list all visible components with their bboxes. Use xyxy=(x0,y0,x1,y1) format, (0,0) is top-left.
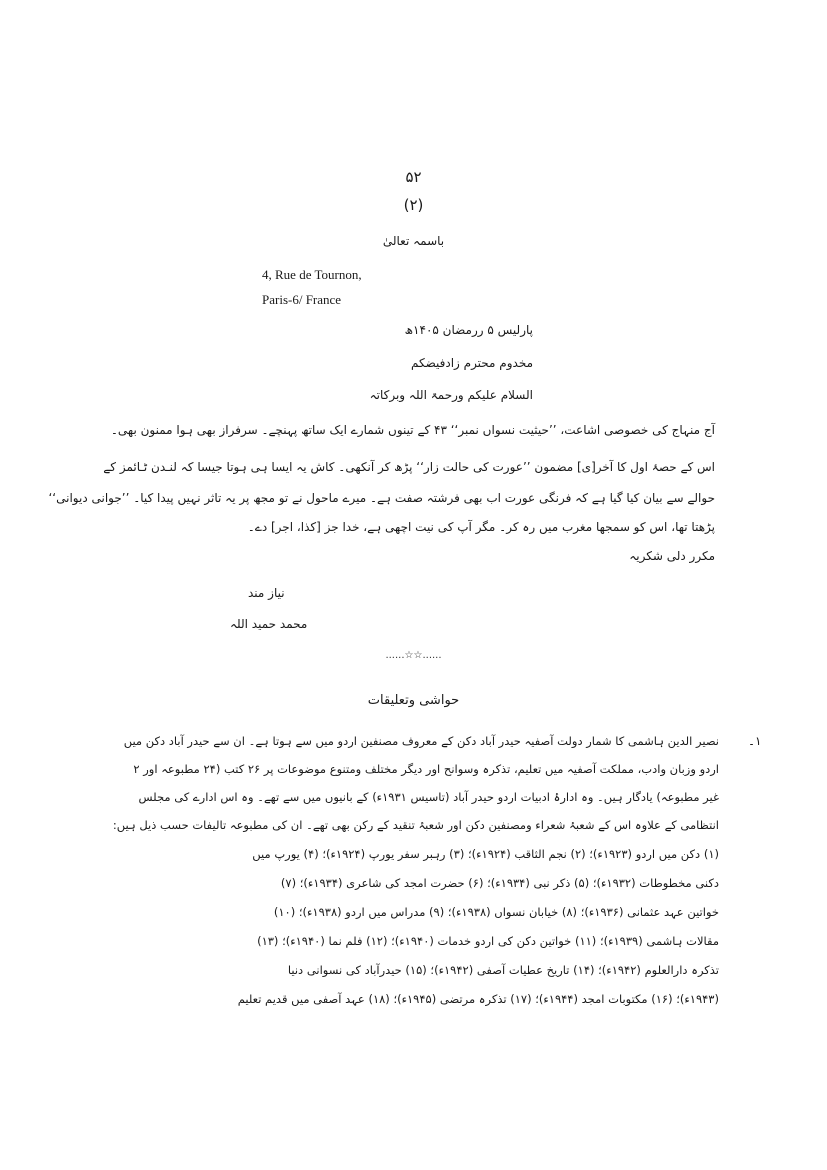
letter-body-line: پڑھتا تھا، اس کو سمجھا مغرب میں رہ کر۔ مگر آپ کی نیت اچھی ہے، خدا جز [کذا، اجر] دے۔ xyxy=(247,520,715,534)
letter-body-line: اس کے حصۂ اول کا آخر[ی] مضمون ’’عورت کی حالت زار‘‘ پڑھ کر آنکھی۔ کاش یہ ایسا ہی ہوتا جیسا کہ لنـدن ٹـائمز کے xyxy=(103,460,715,474)
letter-body-line: مکرر دلی شکریہ xyxy=(629,549,715,563)
letter-body-line: آج منہاج کی خصوصی اشاعت، ’’حیثیت نسواں نمبر‘‘ ۴۳ کے تینوں شمارے ایک ساتھ پہنچے۔ سرفراز بھی ہوا ممنون بھی۔ xyxy=(110,423,715,437)
letter-salutation: مخدوم محترم زادفیضکم xyxy=(410,356,533,370)
notes-heading: حواشی وتعلیقات xyxy=(367,693,460,708)
note-line: انتظامی کے علاوہ اس کے شعبۂ شعراء ومصنفین دکن اور شعبۂ تنقید کے رکن بھی تھے۔ ان کی مطبوعہ تالیفات حسب ذیل ہیں: xyxy=(112,818,719,832)
note-line: (۱) دکن میں اردو (۱۹۲۳ء)؛ (۲) نجم الثاقب (۱۹۲۴ء)؛ (۳) رہبر سفر یورپ (۱۹۲۴ء)؛ (۴) یورپ میں xyxy=(252,847,719,861)
letter-body-line: حوالے سے بیان کیا گیا ہے کہ فرنگی عورت اب بھی فرشتہ صفت ہے۔ میرے ماحول نے تو مجھ پر یہ تاثر نہیں پیدا کیا۔ ’’جوانی دیوانی‘‘ xyxy=(48,491,715,505)
letter-closing: نیاز مند xyxy=(248,586,285,600)
note-line: مقالات ہاشمی (۱۹۳۹ء)؛ (۱۱) خواتین دکن کی اردو خدمات (۱۹۴۰ء)؛ (۱۲) فلم نما (۱۹۴۰ء)؛ (۱۳) xyxy=(257,934,719,948)
letter-signature: محمد حمید اللہ xyxy=(230,617,308,631)
note-line: اردو وزبان وادب، مملکت آصفیہ میں تعلیم، تذکرہ وسوانح اور دیگر مختلف ومتنوع موضوعات پر ۲۶ کتب (۲۴ مطبوعہ اور ۲ xyxy=(133,762,719,776)
letter-number: (۲) xyxy=(403,196,424,214)
note-line: نصیر الدین ہاشمی کا شمار دولت آصفیہ حیدر آباد دکن کے معروف مصنفین اردو میں سے ہوتا ہے۔ ان سے حیدر آباد دکن میں xyxy=(123,734,719,748)
letter-greeting: السلام علیکم ورحمۃ اللہ وبرکاتہ xyxy=(369,388,533,402)
letter-date: پارلیس ۵ ررمضان ۱۴۰۵ھ xyxy=(404,323,533,337)
address-line-2: Paris-6/ France xyxy=(262,292,342,307)
invocation: باسمہ تعالیٰ xyxy=(382,234,445,248)
note-line: غیر مطبوعہ) یادگار ہیں۔ وہ ادارۂ ادبیات اردو حیدر آباد (تاسیس ۱۹۳۱ء) کے بانیوں میں سے تھے۔ وہ اس ادارے کی مجلس xyxy=(138,790,719,804)
note-line: دکنی مخطوطات (۱۹۳۲ء)؛ (۵) ذکر نبی (۱۹۳۴ء)؛ (۶) حضرت امجد کی شاعری (۱۹۳۴ء)؛ (۷) xyxy=(280,876,719,890)
note-line: تذکرہ دارالعلوم (۱۹۴۲ء)؛ (۱۴) تاریخ عطیات آصفی (۱۹۴۲ء)؛ (۱۵) حیدرآباد کی نسوانی دنیا xyxy=(287,963,719,977)
section-separator: ......☆☆...... xyxy=(385,650,442,661)
page-number: ۵۲ xyxy=(405,168,422,186)
note-line: (۱۹۴۳ء)؛ (۱۶) مکتوبات امجد (۱۹۴۴ء)؛ (۱۷) تذکرہ مرتضی (۱۹۴۵ء)؛ (۱۸) عہد آصفی میں قدیم تعلیم xyxy=(237,992,719,1006)
note-marker: ۱۔ xyxy=(748,734,762,748)
address-line-1: 4, Rue de Tournon, xyxy=(262,267,362,282)
note-line: خواتین عہد عثمانی (۱۹۳۶ء)؛ (۸) خیابان نسواں (۱۹۳۸ء)؛ (۹) مدراس میں اردو (۱۹۳۸ء)؛ (۱۰) xyxy=(273,905,719,919)
